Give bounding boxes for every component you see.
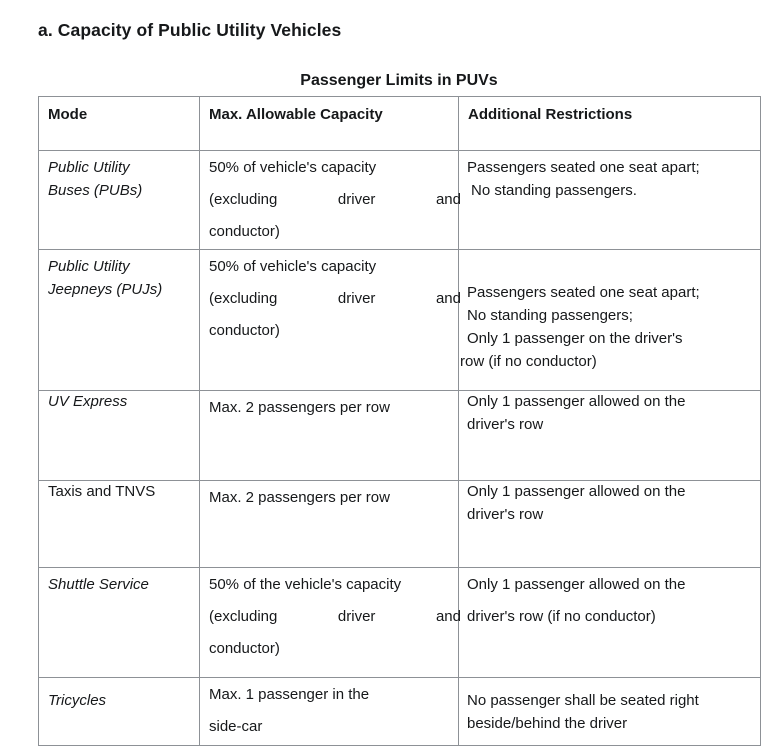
- page-title: a. Capacity of Public Utility Vehicles: [38, 20, 342, 40]
- capacity-lead: Max. 2 passengers per row: [209, 489, 390, 507]
- restriction-line-2: driver's row: [467, 506, 544, 524]
- table-caption: Passenger Limits in PUVs: [300, 72, 498, 89]
- cell-mode: [39, 151, 200, 250]
- capacity-lead: 50% of vehicle's capacity: [209, 258, 377, 276]
- mode-name-line-1: Shuttle Service: [48, 576, 149, 594]
- column-header-restrictions: [459, 97, 761, 151]
- restriction-line-1: Only 1 passenger allowed on the: [467, 393, 686, 411]
- capacity-tail-line: conductor): [209, 321, 280, 339]
- cell-restrictions: [459, 568, 761, 678]
- restriction-line-4: row (if no conductor): [460, 352, 597, 370]
- cell-capacity: [200, 678, 459, 746]
- cell-capacity: [200, 391, 459, 481]
- table-row: [39, 250, 761, 391]
- restriction-line-2: beside/behind the driver: [467, 715, 628, 733]
- passenger-limits-table: [38, 96, 761, 746]
- capacity-lead: 50% of the vehicle's capacity: [209, 576, 402, 594]
- cell-restrictions: [459, 391, 761, 481]
- table-row: [39, 678, 761, 746]
- restriction-line-1: Only 1 passenger allowed on the: [467, 576, 686, 594]
- capacity-tail-line: conductor): [209, 222, 280, 240]
- mode-name-line-1: Tricycles: [48, 692, 107, 710]
- restriction-line-2: driver's row (if no conductor): [467, 608, 656, 626]
- capacity-justified-line: (excluding driver and: [209, 608, 461, 626]
- mode-name-line-2: Jeepneys (PUJs): [48, 281, 163, 299]
- table-row: [39, 481, 761, 568]
- restriction-line-1: Only 1 passenger allowed on the: [467, 483, 686, 501]
- capacity-justified-line: (excluding driver and: [209, 190, 461, 208]
- cell-mode: [39, 568, 200, 678]
- cell-capacity: [200, 151, 459, 250]
- mode-name-line-1: Taxis and TNVS: [48, 483, 156, 501]
- restriction-line-1: No passenger shall be seated right: [467, 692, 699, 710]
- capacity-lead: Max. 2 passengers per row: [209, 399, 390, 417]
- restriction-line-1: Passengers seated one seat apart;: [467, 159, 700, 176]
- table-row: [39, 391, 761, 481]
- mode-name-line-1: Public Utility: [48, 258, 130, 276]
- cell-restrictions: [459, 250, 761, 391]
- capacity-lead: 50% of vehicle's capacity: [209, 159, 377, 176]
- table-header-row: [39, 97, 761, 151]
- cell-mode: [39, 391, 200, 481]
- table-row: [39, 151, 761, 250]
- restriction-line-2: driver's row: [467, 416, 544, 434]
- column-header-mode: [39, 97, 200, 151]
- column-header-capacity-label: Max. Allowable Capacity: [209, 106, 383, 123]
- mode-name-line-2: Buses (PUBs): [48, 181, 143, 199]
- cell-restrictions: [459, 481, 761, 568]
- capacity-justified-line: (excluding driver and: [209, 290, 461, 308]
- restriction-line-2: No standing passengers.: [471, 181, 637, 199]
- restriction-line-1: Passengers seated one seat apart;: [467, 284, 700, 302]
- mode-name-line-1: Public Utility: [48, 159, 130, 176]
- capacity-tail-line: side-car: [209, 718, 263, 736]
- cell-capacity: [200, 568, 459, 678]
- restriction-line-2: No standing passengers;: [467, 307, 633, 325]
- table-row: [39, 568, 761, 678]
- cell-capacity: [200, 250, 459, 391]
- restriction-line-3: Only 1 passenger on the driver's: [467, 329, 683, 347]
- column-header-mode-label: Mode: [48, 106, 88, 123]
- cell-restrictions: [459, 678, 761, 746]
- column-header-capacity: [200, 97, 459, 151]
- cell-restrictions: [459, 151, 761, 250]
- mode-name-line-1: UV Express: [48, 393, 128, 411]
- capacity-tail-line: conductor): [209, 639, 280, 657]
- capacity-lead: Max. 1 passenger in the: [209, 686, 370, 704]
- cell-mode: [39, 250, 200, 391]
- column-header-restrictions-label: Additional Restrictions: [468, 106, 633, 123]
- cell-mode: [39, 481, 200, 568]
- cell-mode: [39, 678, 200, 746]
- cell-capacity: [200, 481, 459, 568]
